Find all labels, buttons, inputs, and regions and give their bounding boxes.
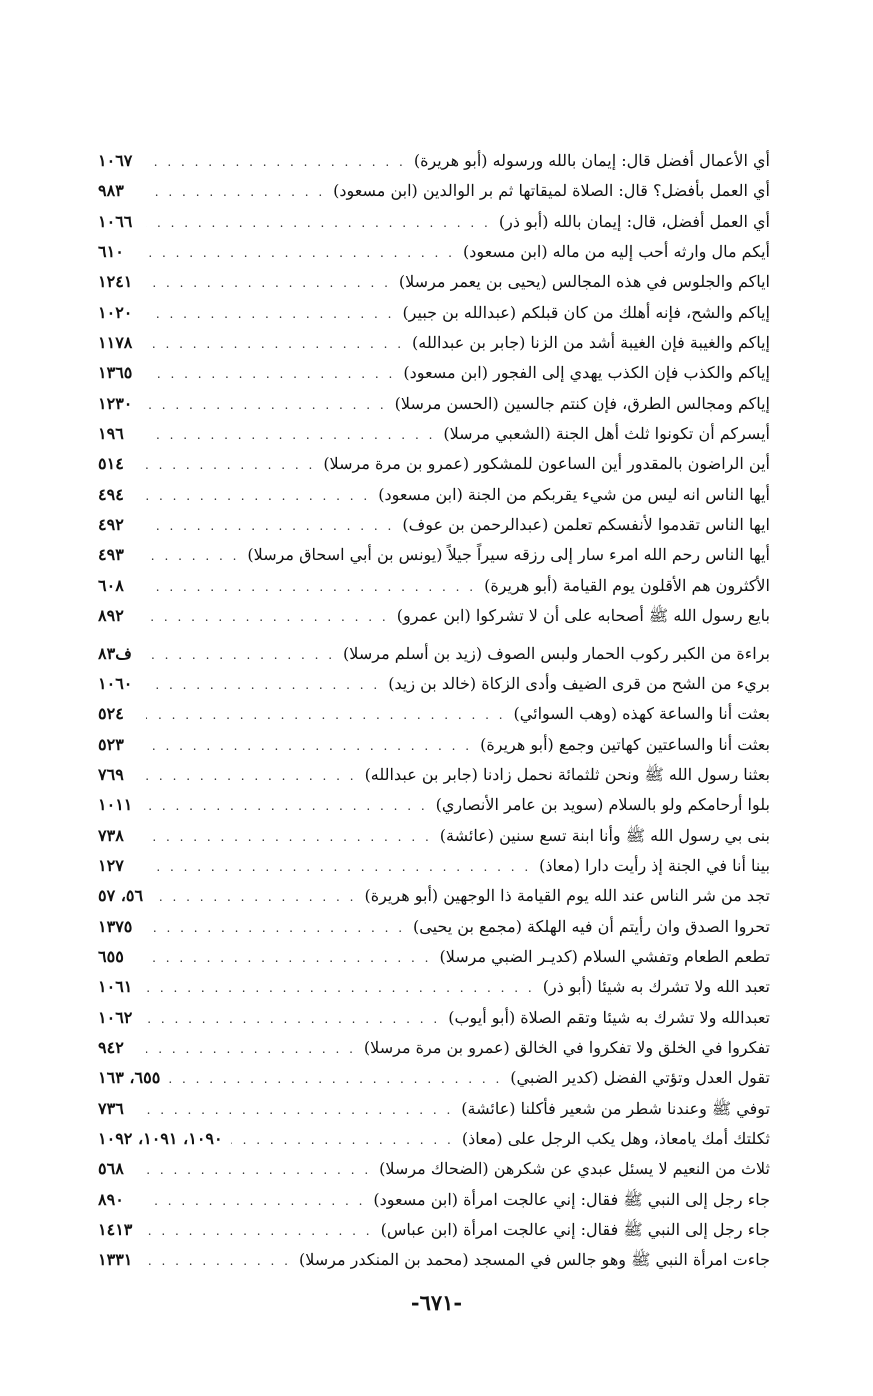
entry-reference-number: ٤٩٢ <box>98 515 124 535</box>
index-entry <box>98 449 770 479</box>
dot-leader <box>146 420 435 450</box>
index-entry <box>98 881 770 911</box>
dot-leader <box>146 511 394 541</box>
entry-reference-number: ١٢٧ <box>98 855 124 875</box>
index-entry <box>98 942 770 972</box>
entry-reference-number: ١٩٦ <box>98 424 124 444</box>
index-entry <box>98 1185 770 1215</box>
entry-reference-number: ١٠٦٢ <box>98 1007 133 1027</box>
dot-leader <box>146 147 406 177</box>
entry-text: أي العمل أفضل، قال: إيمان بالله (أبو ذر) <box>498 211 770 231</box>
index-entry <box>98 480 770 510</box>
index-entry <box>98 1003 770 1033</box>
index-entry <box>98 389 770 419</box>
index-entry <box>98 298 770 328</box>
dot-leader <box>146 1004 440 1034</box>
entry-reference-number: ١٣٣١ <box>98 1250 133 1270</box>
entry-text: تحروا الصدق وان رأيتم أن فيه الهلكة (مجمع بن يحيى) <box>413 916 770 936</box>
entry-reference-number: ١٠٦٠ <box>98 673 133 693</box>
index-entry <box>98 540 770 570</box>
dot-leader <box>146 481 370 511</box>
page-number: -٦٧١- <box>410 1290 463 1315</box>
dot-leader <box>146 1216 373 1246</box>
entry-text: جاءت امرأة النبي ﷺ وهو جالس في المسجد (محمد بن المنكدر مرسلا) <box>298 1250 770 1270</box>
index-entry <box>98 237 770 267</box>
entry-reference-number: ١٤١٣ <box>98 1220 133 1240</box>
entry-reference-number: ١٠٢٠ <box>98 302 133 322</box>
entry-text: تطعم الطعام وتفشي السلام (كديـر الضبي مرسلا) <box>439 946 770 966</box>
index-entry <box>98 1154 770 1184</box>
index-entry <box>98 419 770 449</box>
index-entry <box>98 790 770 820</box>
dot-leader <box>146 913 405 943</box>
index-entry <box>98 207 770 237</box>
entry-text: بعثت أنا والساعة كهذه (وهب السوائي) <box>513 704 770 724</box>
entry-reference-number: ٦١٠ <box>98 242 124 262</box>
entry-text: الأكثرون هم الأقلون يوم القيامة (أبو هريرة) <box>484 575 770 595</box>
index-entry <box>98 851 770 881</box>
index-entry <box>98 821 770 851</box>
entry-reference-number: ١٢٣٠ <box>98 393 133 413</box>
entry-reference-number: ٥٢٤ <box>98 704 124 724</box>
entry-text: ثلاث من النعيم لا يسئل عبدي عن شكرهن (الضحاك مرسلا) <box>379 1159 770 1179</box>
entry-reference-number: ٨٩٠ <box>98 1189 124 1209</box>
entry-text: تفكروا في الخلق ولا تفكروا في الخالق (عمرو بن مرة مرسلا) <box>363 1037 770 1057</box>
index-entry <box>98 1215 770 1245</box>
index-entry <box>98 669 770 699</box>
entry-text: أي العمل بأفضل؟ قال: الصلاة لميقاتها ثم بر الوالدين (ابن مسعود) <box>333 181 770 201</box>
entry-reference-number: ١٠٦٧ <box>98 151 133 170</box>
dot-leader <box>146 329 404 359</box>
index-entry <box>98 176 770 206</box>
entry-text: إياكم والغيبة فإن الغيبة أشد من الزنا (جابر بن عبدالله) <box>412 333 770 353</box>
dot-leader <box>146 1155 371 1185</box>
entry-text: تجد من شر الناس عند الله يوم القيامة ذا الوجهين (أبو هريرة) <box>364 886 770 906</box>
entry-reference-number: ٩٨٣ <box>98 181 124 201</box>
dot-leader <box>146 541 239 571</box>
entry-reference-number: ٤٩٣ <box>98 545 124 565</box>
entry-reference-number: ١٠٩٠، ١٠٩١، ١٠٩٢ <box>98 1129 223 1148</box>
entry-reference-number: ١٠٦٦ <box>98 211 133 231</box>
dot-leader <box>151 882 356 912</box>
entry-text: أيكم مال وارثه أحب إليه من ماله (ابن مسعود) <box>462 242 770 262</box>
dot-leader <box>146 572 476 602</box>
dot-leader <box>146 700 506 730</box>
entry-reference-number: ٦٠٨ <box>98 575 124 595</box>
entry-reference-number: ٥٦٨ <box>98 1159 124 1179</box>
index-entry <box>98 571 770 601</box>
entry-reference-number: ٤٩٤ <box>98 484 124 504</box>
index-entry <box>98 601 770 631</box>
dot-leader <box>146 943 431 973</box>
entry-reference-number: ١٠١١ <box>98 795 133 815</box>
entry-text: بايع رسول الله ﷺ أصحابه على أن لا تشركوا (ابن عمرو) <box>396 606 770 626</box>
index-entry <box>98 328 770 358</box>
entry-reference-number: ٨٩٢ <box>98 606 124 626</box>
entry-reference-number: ٧٦٩ <box>98 764 124 784</box>
entry-text: تعبدالله ولا تشرك به شيئا وتقم الصلاة (أبو أيوب) <box>448 1007 770 1027</box>
index-entry <box>98 760 770 790</box>
entry-text: بلوا أرحامكم ولو بالسلام (سويد بن عامر الأنصاري) <box>435 795 770 815</box>
dot-leader <box>146 791 428 821</box>
entry-text: ثكلتك أمك يامعاذ، وهل يكب الرجل على (معاذ) <box>461 1129 770 1148</box>
entry-text: أيسركم أن تكونوا ثلث أهل الجنة (الشعبي مرسلا) <box>443 424 770 444</box>
entry-text: ايها الناس تقدموا لأنفسكم تعلمن (عبدالرحمن بن عوف) <box>402 515 770 535</box>
index-entry <box>98 1094 770 1124</box>
dot-leader <box>146 208 491 238</box>
entry-text: أيها الناس رحم الله امرء سار إلى رزقه سيراً جيلاً (يونس بن أبي اسحاق مرسلا) <box>247 545 770 565</box>
entry-text: إياكم والشح، فإنه أهلك من كان قبلكم (عبدالله بن جبير) <box>402 302 770 322</box>
dot-leader <box>168 1064 502 1094</box>
entry-text: أي الأعمال أفضل قال: إيمان بالله ورسوله (أبو هريرة) <box>413 151 770 170</box>
entry-reference-number: ١٢٤١ <box>98 272 133 292</box>
index-entry <box>98 639 770 669</box>
index-entry <box>98 912 770 942</box>
entry-text: بينا أنا في الجنة إذ رأيت دارا (معاذ) <box>539 855 770 875</box>
dot-leader <box>146 1034 356 1064</box>
entry-text: أيها الناس انه ليس من شيء يقربكم من الجنة (ابن مسعود) <box>378 484 770 504</box>
index-entry <box>98 1033 770 1063</box>
dot-leader <box>146 238 455 268</box>
dot-leader <box>146 450 315 480</box>
entry-text: بعثت أنا والساعتين كهاتين وجمع (أبو هريرة) <box>480 734 770 754</box>
dot-leader <box>146 973 535 1003</box>
entry-reference-number: ١٣٦٥ <box>98 363 133 383</box>
dot-leader <box>146 670 380 700</box>
entry-text: إياكم والكذب فإن الكذب يهدي إلى الفجور (ابن مسعود) <box>403 363 770 383</box>
entry-text: اياكم والجلوس في هذه المجالس (يحيى بن يعمر مرسلا) <box>398 272 770 292</box>
index-entry <box>98 267 770 297</box>
index-entry <box>98 730 770 760</box>
entry-reference-number: ٥١٤ <box>98 454 124 474</box>
entry-text: تقول العدل وتؤتي الفضل (كدير الضبي) <box>510 1068 770 1088</box>
entry-reference-number: ٦٥٥ <box>98 946 124 966</box>
dot-leader <box>231 1125 454 1155</box>
dot-leader <box>146 602 389 632</box>
entry-text: براءة من الكبر ركوب الحمار ولبس الصوف (زيد بن أسلم مرسلا) <box>343 643 770 663</box>
dot-leader <box>146 1246 291 1276</box>
entry-text: جاء رجل إلى النبي ﷺ فقال: إني عالجت امرأة (ابن عباس) <box>380 1220 770 1240</box>
entry-reference-number: ف٨٣ <box>98 643 132 663</box>
entry-text: بريء من الشح من قرى الضيف وأدى الزكاة (خالد بن زيد) <box>388 673 770 693</box>
dot-leader <box>146 1186 365 1216</box>
entry-reference-number: ٧٣٨ <box>98 825 124 845</box>
entry-text: بعثنا رسول الله ﷺ ونحن ثلثمائة نحمل زادنا (جابر بن عبدالله) <box>364 764 770 784</box>
entry-reference-number: ٧٣٦ <box>98 1098 124 1118</box>
entry-reference-number: ١٠٦١ <box>98 977 133 997</box>
dot-leader <box>146 731 472 761</box>
dot-leader <box>146 390 387 420</box>
index-entry <box>98 146 770 176</box>
dot-leader <box>146 268 391 298</box>
entry-reference-number: ١٣٧٥ <box>98 916 133 936</box>
entry-text: بنى بي رسول الله ﷺ وأنا ابنة تسع سنين (عائشة) <box>439 825 770 845</box>
entry-reference-number: ٩٤٢ <box>98 1037 124 1057</box>
dot-leader <box>146 761 357 791</box>
entry-text: جاء رجل إلى النبي ﷺ فقال: إني عالجت امرأة (ابن مسعود) <box>373 1189 770 1209</box>
entry-text: تعبد الله ولا تشرك به شيئا (أبو ذر) <box>542 977 770 997</box>
index-entry <box>98 1063 770 1093</box>
index-entry <box>98 972 770 1002</box>
entry-reference-number: ٥٢٣ <box>98 734 124 754</box>
dot-leader <box>146 852 531 882</box>
dot-leader <box>146 822 432 852</box>
dot-leader <box>146 640 335 670</box>
entry-text: توفي ﷺ وعندنا شطر من شعير فأكلنا (عائشة) <box>461 1098 770 1118</box>
index-entry <box>98 358 770 388</box>
entry-text: أين الراضون بالمقدور أين الساعون للمشكور (عمرو بن مرة مرسلا) <box>323 454 770 474</box>
index-entry <box>98 1124 770 1154</box>
index-entry <box>98 699 770 729</box>
dot-leader <box>146 359 395 389</box>
dot-leader <box>146 1095 453 1125</box>
entry-reference-number: ١١٧٨ <box>98 333 133 353</box>
dot-leader <box>146 299 394 329</box>
dot-leader <box>146 177 325 207</box>
index-entry <box>98 510 770 540</box>
index-entry <box>98 1245 770 1275</box>
entry-reference-number: ٥٦، ٥٧ <box>98 886 144 906</box>
entry-text: إياكم ومجالس الطرق، فإن كنتم جالسين (الحسن مرسلا) <box>394 393 770 413</box>
entry-reference-number: ٦٥٥، ١٦٣ <box>98 1068 161 1088</box>
hadith-index-list <box>98 146 770 1276</box>
